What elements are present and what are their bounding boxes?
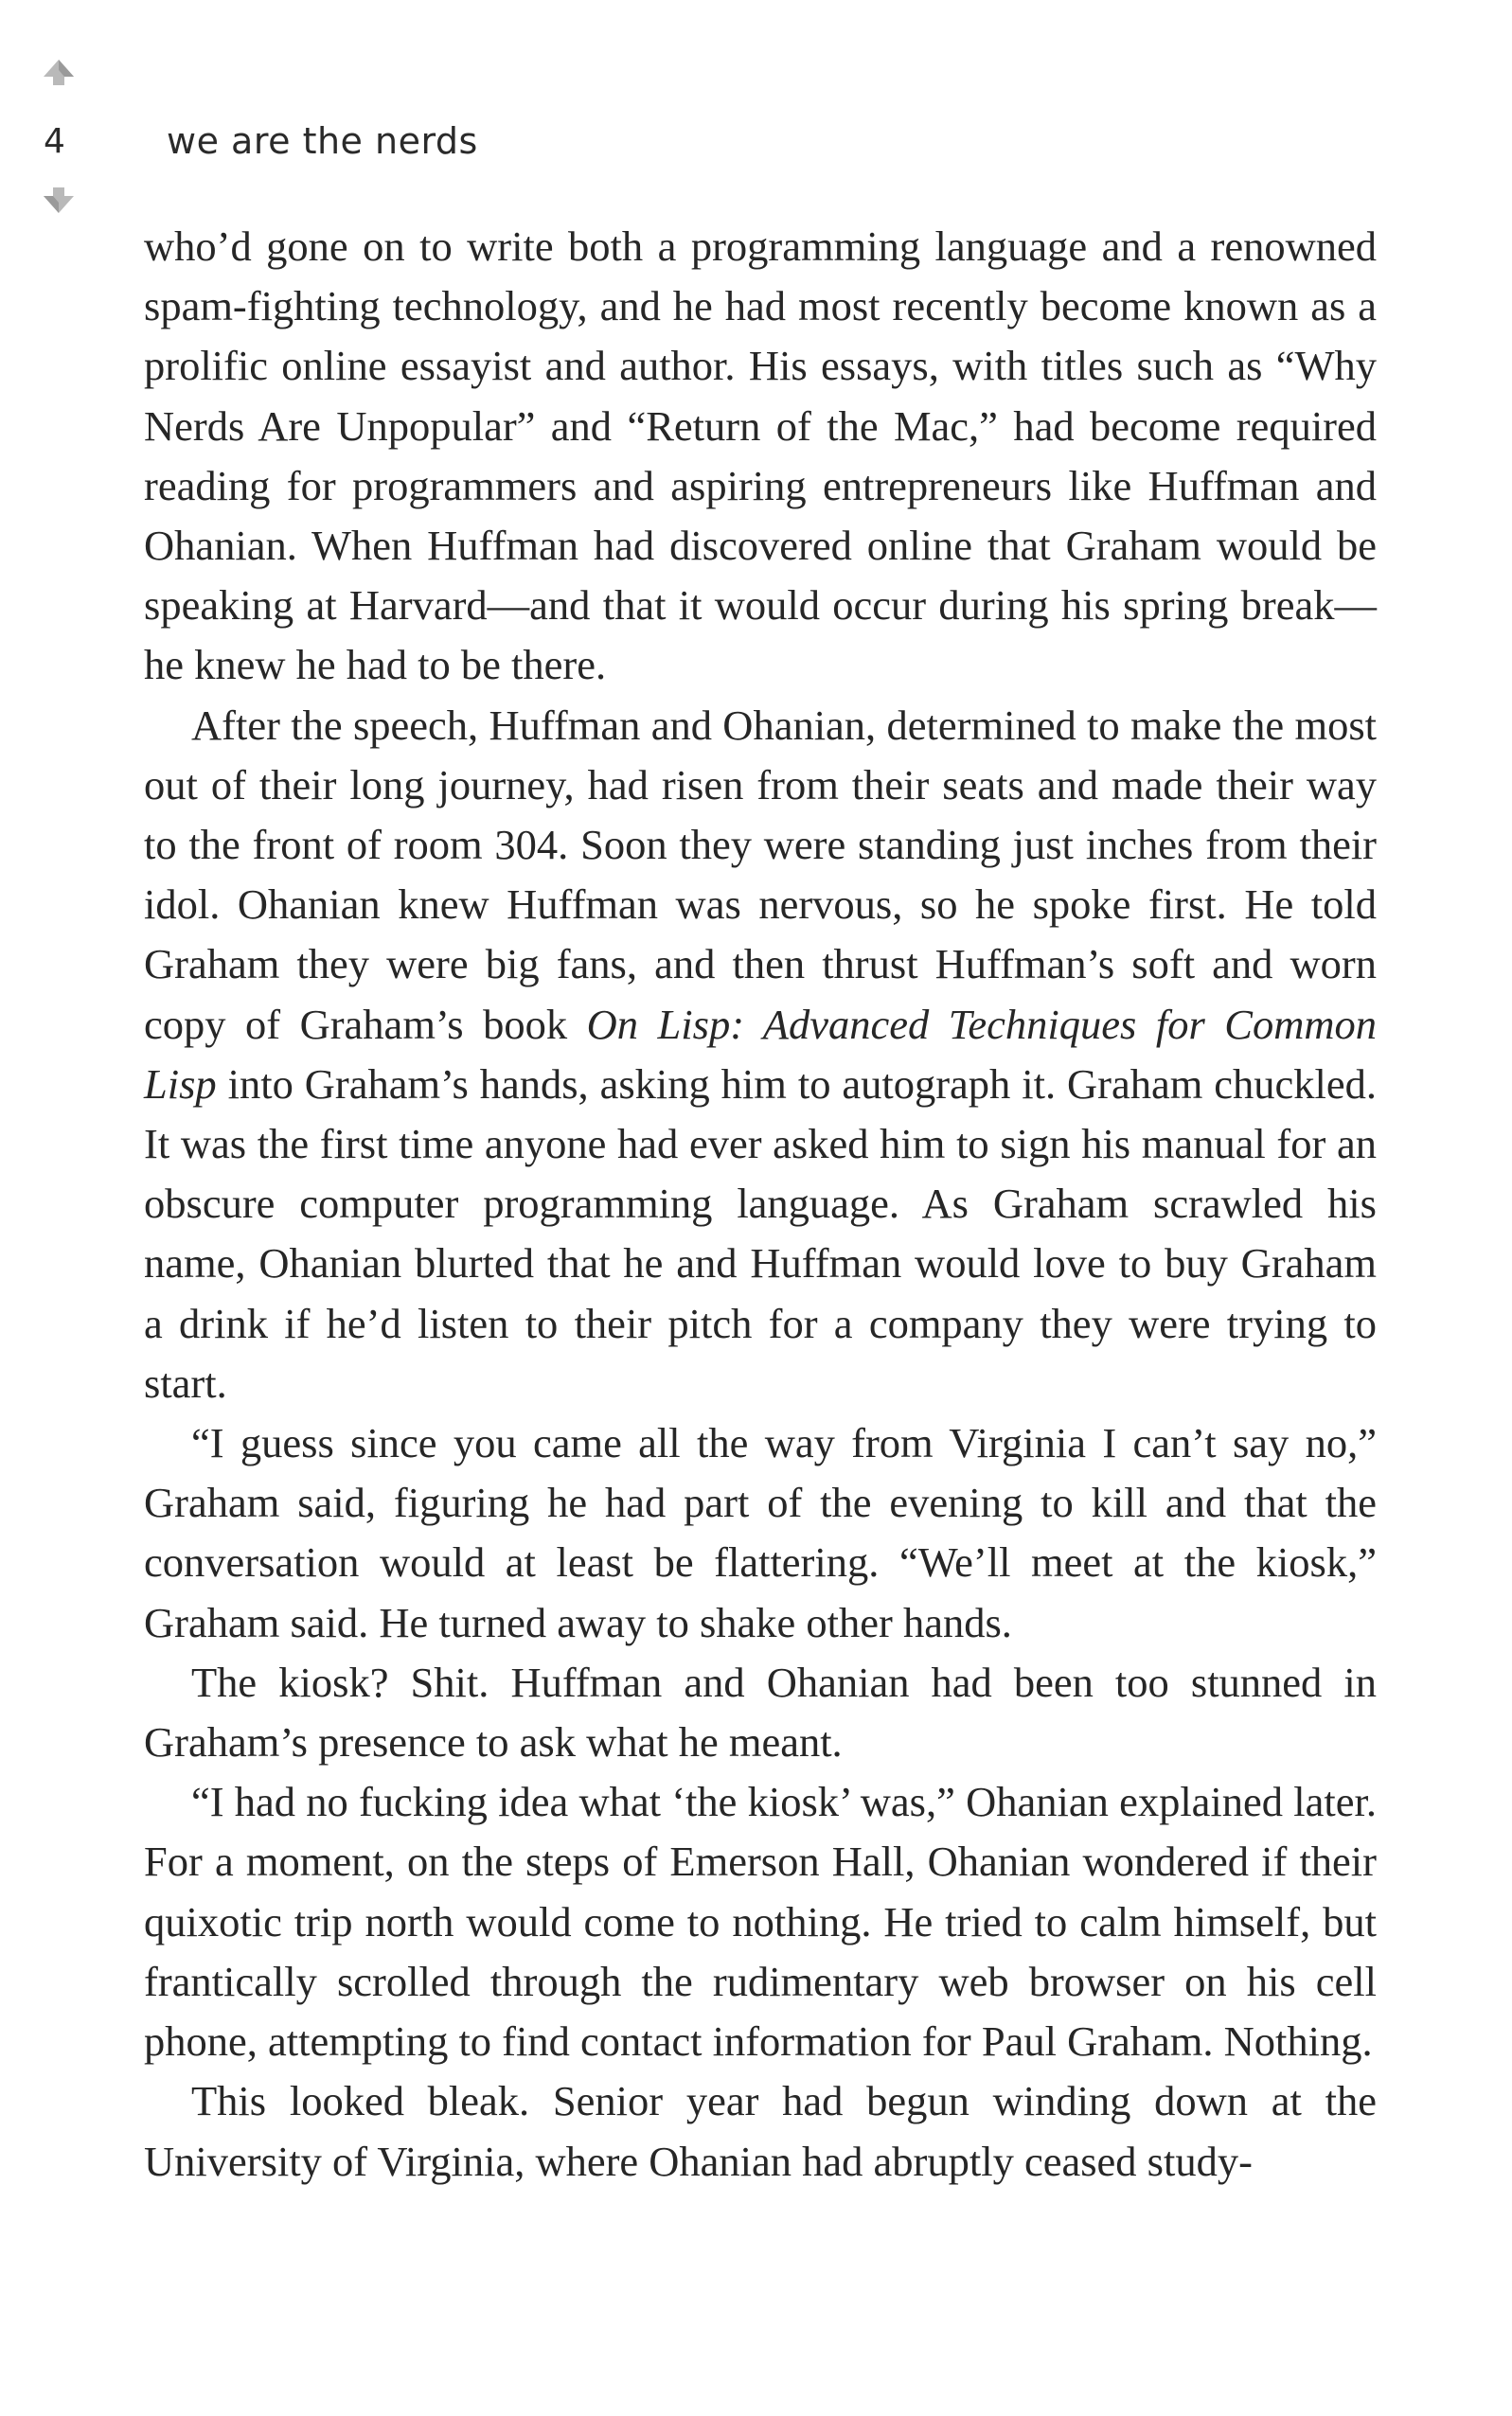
arrow-up-icon[interactable] [42,59,76,87]
body-text [144,217,1377,2192]
paragraph: This looked bleak. Senior year had begun winding down at the University of Virginia, where Ohanian had abruptly ceased study- [144,2077,1377,2185]
paragraph [144,696,1377,1413]
page-number: 4 [44,122,65,161]
page-header [0,0,1512,218]
book-title: On Lisp: Advanced Techniques for Common Lisp [144,1000,1377,1108]
paragraph: “I had no fucking idea what ‘the kiosk’ was,” Ohanian explained later. For a moment, on the steps of Emerson Hall, Ohanian wondered if their quixotic trip north would come to nothing. He tried to calm himself, but frantically scrolled through the rudimentary web browser on his cell phone, attempting to find contact information for Paul Graham. Nothing. [144,1778,1377,2066]
paragraph-text: into Graham’s hands, asking him to autograph it. Graham chuckled. It was the first time anyone had ever asked him to sign his manual for an obscure computer programming language. As Graham scrawled his name, Ohanian blurted that he and Huffman would love to buy Graham a drink if he’d listen to their pitch for a company they were trying to start. [144,1059,1377,1407]
paragraph: “I guess since you came all the way from Virginia I can’t say no,” Graham said, figuring he had part of the evening to kill and that the conversation would at least be flattering. “We’ll meet at the kiosk,” Graham said. He turned away to shake other hands. [144,1419,1377,1646]
arrow-down-icon[interactable] [42,186,76,214]
paragraph-text: After the speech, Huffman and Ohanian, determined to make the most out of their long journey, had risen from their seats and made their way to the front of room 304. Soon they were standing just inches from their idol. Ohanian knew Huffman was nervous, so he spoke first. He told Graham they were big fans, and then thrust Huffman’s soft and worn copy of Graham’s book [144,701,1377,1048]
paragraph: The kiosk? Shit. Huffman and Ohanian had been too stunned in Graham’s presence to ask what he meant. [144,1658,1377,1767]
running-head: we are the nerds [167,120,478,162]
paragraph-continued: who’d gone on to write both a programming language and a renowned spam-fighting technology, and he had most recently become known as a prolific online essayist and author. His essays, with titles such as “Why Nerds Are Unpopular” and “Return of the Mac,” had become required reading for programmers and aspiring entrepreneurs like Huffman and Ohanian. When Huffman had discovered online that Graham would be speaking at Harvard—and that it would occur during his spring break—he knew he had to be there. [144,222,1377,689]
